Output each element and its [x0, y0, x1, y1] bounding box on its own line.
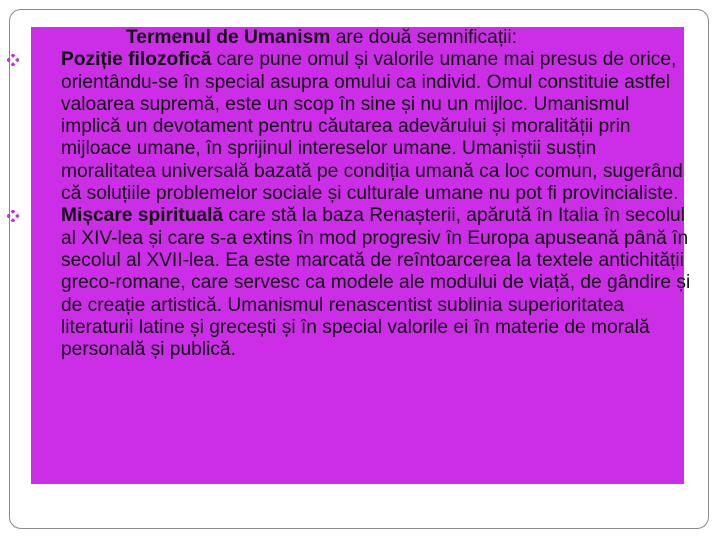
heading [31, 27, 691, 49]
slide-text [31, 27, 691, 361]
bullet-text: care stă la baza Renașterii, apărută în Italia în secolul al XIV-lea și care s-a extins în mod progresiv în Europa apuseană până în secolul al XVII-lea. Ea este marcată de reîntoarcerea la textele antichității greco-romane, care servesc ca modele ale modului de viață, de gândire și de creație artistică. Umanismul renascentist sublinia superioritatea literaturii latine și grecești și în special valorile ei în materie de morală personală și publică. [61, 205, 691, 361]
heading-rest: are două semnificații: [330, 27, 518, 48]
bullet-item-movement [31, 205, 691, 361]
diamond-bullet-icon [7, 210, 19, 222]
bullet-term: Poziție filozofică [61, 49, 212, 71]
diamond-bullet-icon [7, 54, 19, 66]
bullet-item-philosophy [31, 49, 691, 205]
bullet-text: care pune omul și valorile umane mai presus de orice, orientându-se în special asupra omului ca individ. Omul constituie astfel valoarea supremă, este un scop în sine și nu un mijloc. Umanismul implică un devotament pentru căutarea adevărului și moralității prin mijloace umane, în sprijinul intereselor umane. Umaniștii susțin moralitatea universală bazată pe condiția umană ca loc comun, sugerând că soluțiile problemelor sociale și culturale umane nu pot fi provincialiste. [61, 49, 683, 205]
bullet-term: Mișcare spirituală [61, 205, 224, 227]
heading-bold: Termenul de Umanism [126, 27, 331, 48]
